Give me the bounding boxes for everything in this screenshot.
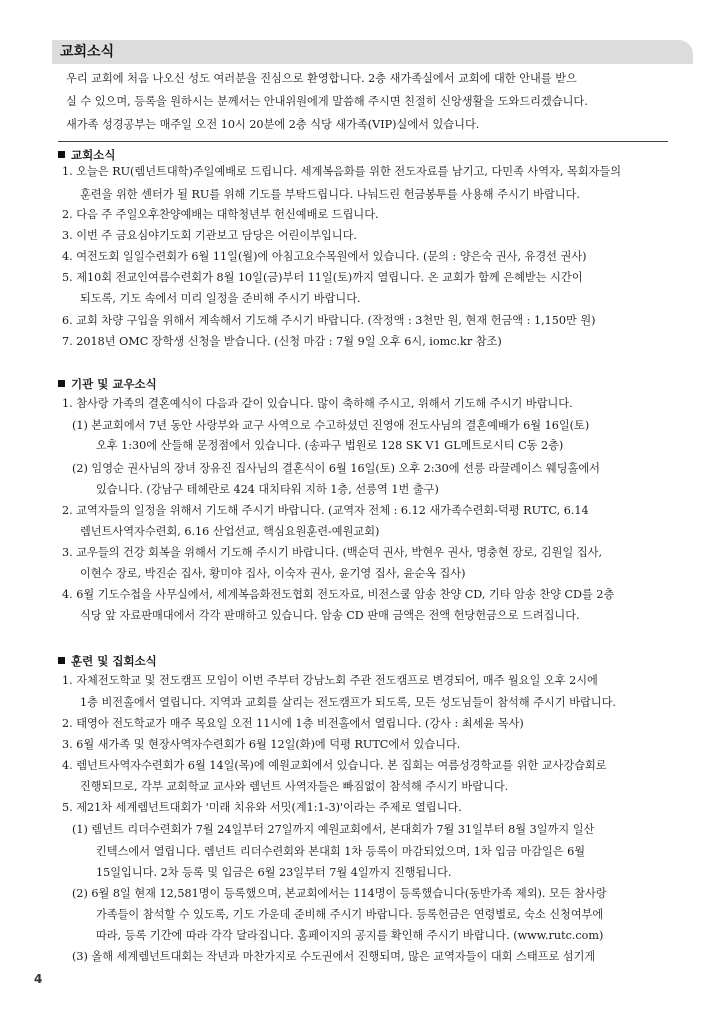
list-item: 진행되므로, 각부 교회학교 교사와 렘넌트 사역자들은 빠짐없이 참석해 주시기 바랍니다. [80,780,509,793]
section-header-bar [52,40,693,64]
welcome-box [58,66,668,142]
list-item: (2) 임영순 권사님의 장녀 장유진 집사님의 결혼식이 6월 16일(토) 오후 2:30에 선릉 라끌레이스 웨딩홀에서 [72,462,600,475]
list-item: 3. 이번 주 금요심야기도회 기관보고 담당은 어린이부입니다. [62,229,357,242]
list-item: 따라, 등록 기간에 따라 각각 달라집니다. 홈페이지의 공지를 확인해 주시기 바랍니다. (www.rutc.com) [96,929,604,942]
list-item: (1) 렘넌트 리더수련회가 7월 24일부터 27일까지 예원교회에서, 본대회가 7월 31일부터 8월 3일까지 일산 [72,823,595,836]
section-title-training-news: 훈련 및 집회소식 [58,652,157,670]
list-item: (2) 6월 8일 현재 12,581명이 등록했으며, 본교회에서는 114명이 등록했습니다(동반가족 제외). 모든 참사랑 [72,887,607,900]
list-item: 2. 교역자들의 일정을 위해서 기도해 주시기 바랍니다. (교역자 전체 : 6.12 새가족수련회-덕평 RUTC, 6.14 [62,504,589,517]
list-item: 가족들이 참석할 수 있도록, 기도 가운데 준비해 주시기 바랍니다. 등록헌금은 연령별로, 숙소 신청여부에 [96,908,604,921]
list-item: 훈련을 위한 센터가 될 RU를 위해 기도를 부탁드립니다. 나눠드린 헌금봉투를 사용해 주시기 바랍니다. [80,188,580,201]
list-item: 렘넌트사역자수련회, 6.16 산업선교, 핵심요원훈련-예원교회) [80,525,380,538]
list-item: 3. 교우들의 건강 회복을 위해서 기도해 주시기 바랍니다. (백순덕 권사, 박현우 권사, 명충현 장로, 김원일 집사, [62,546,603,559]
section-title-church-news: 교회소식 [58,146,115,164]
list-item: 3. 6월 새가족 및 현장사역자수련회가 6월 12일(화)에 덕평 RUTC에서 있습니다. [62,738,461,751]
list-item: 5. 제10회 전교인여름수련회가 8월 10일(금)부터 11일(토)까지 열립니다. 온 교회가 함께 은혜받는 시간이 [62,271,583,284]
list-item: 4. 렘넌트사역자수련회가 6월 14일(목)에 예원교회에서 있습니다. 본 집회는 여름성경학교를 위한 교사강습회로 [62,759,607,772]
list-item: 2. 다음 주 주일오후찬양예배는 대학청년부 헌신예배로 드립니다. [62,208,379,221]
list-item: 오후 1:30에 산들해 문정점에서 있습니다. (송파구 법원로 128 SK V1 GL메트로시티 C동 2층) [96,439,564,452]
page-number: 4 [34,972,43,986]
list-item: 이현수 장로, 박진순 집사, 황미야 집사, 이숙자 권사, 윤기영 집사, 윤순옥 집사) [80,567,466,580]
list-item: 5. 제21차 세계렘넌트대회가 '미래 치유와 서밋(계1:1-3)'이라는 주제로 열립니다. [62,801,462,814]
list-item: 15일입니다. 2차 등록 및 입금은 6월 23일부터 7월 4일까지 진행됩니다. [96,866,452,879]
list-item: 1. 자체전도학교 및 전도캠프 모임이 이번 주부터 강남노회 주관 전도캠프로 변경되어, 매주 월요일 오후 2시에 [62,674,598,687]
list-item: 1. 오늘은 RU(렘넌트대학)주일예배로 드립니다. 세계복음화를 위한 전도자료를 남기고, 다민족 사역자, 목회자들의 [62,165,622,178]
welcome-line: 실 수 있으며, 등록을 원하시는 분께서는 안내위원에게 말씀해 주시면 친절히 신앙생활을 도와드리겠습니다. [66,95,588,108]
list-item: 킨텍스에서 열립니다. 렘넌트 리더수련회와 본대회 1차 등록이 마감되었으며, 1차 입금 마감일은 6월 [96,845,586,858]
list-item: 1. 참사랑 가족의 결혼예식이 다음과 같이 있습니다. 많이 축하해 주시고, 위해서 기도해 주시기 바랍니다. [62,397,573,410]
page-title: 교회소식 [60,44,115,60]
list-item: 1층 비전홀에서 열립니다. 지역과 교회를 살리는 전도캠프가 되도록, 모든 성도님들이 참석해 주시기 바랍니다. [80,696,616,709]
list-item: 4. 6월 기도수첩을 사무실에서, 세계복음화전도협회 전도자료, 비전스쿨 암송 찬양 CD, 기타 암송 찬양 CD를 2층 [62,588,615,601]
list-item: 7. 2018년 OMC 장학생 신청을 받습니다. (신청 마감 : 7월 9일 오후 6시, iomc.kr 참조) [62,335,502,348]
bullet-square-icon [58,657,65,664]
list-item: (1) 본교회에서 7년 동안 사랑부와 교구 사역으로 수고하셨던 진영애 전도사님의 결혼예배가 6월 16일(토) [72,419,590,432]
list-item: 되도록, 기도 속에서 미리 일정을 준비해 주시기 바랍니다. [80,292,361,305]
bullet-square-icon [58,380,65,387]
list-item: 6. 교회 차량 구입을 위해서 계속해서 기도해 주시기 바랍니다. (작정액 : 3천만 원, 현재 헌금액 : 1,150만 원) [62,314,596,327]
list-item: 4. 여전도회 일일수련회가 6월 11일(월)에 아침고요수목원에서 있습니다. (문의 : 양은숙 권사, 유경선 권사) [62,250,587,263]
list-item: 있습니다. (강남구 테헤란로 424 대치타워 지하 1층, 선릉역 1번 출구) [96,483,439,496]
list-item: 2. 태영아 전도학교가 매주 목요일 오전 11시에 1층 비전홀에서 열립니다. (강사 : 최세윤 목사) [62,717,524,730]
list-item: (3) 올해 세계렘넌트대회는 작년과 마찬가지로 수도권에서 진행되며, 많은 교역자들이 대회 스태프로 섬기게 [72,950,596,963]
welcome-line: 새가족 성경공부는 매주일 오전 10시 20분에 2층 식당 새가족(VIP)실에서 있습니다. [66,118,480,131]
welcome-line: 우리 교회에 처음 나오신 성도 여러분을 진심으로 환영합니다. 2층 새가족실에서 교회에 대한 안내를 받으 [66,72,577,85]
section-title-members-news: 기관 및 교우소식 [58,375,157,393]
list-item: 식당 앞 자료판매대에서 각각 판매하고 있습니다. 암송 CD 판매 금액은 전액 헌당헌금으로 드려집니다. [80,609,580,622]
bullet-square-icon [58,151,65,158]
